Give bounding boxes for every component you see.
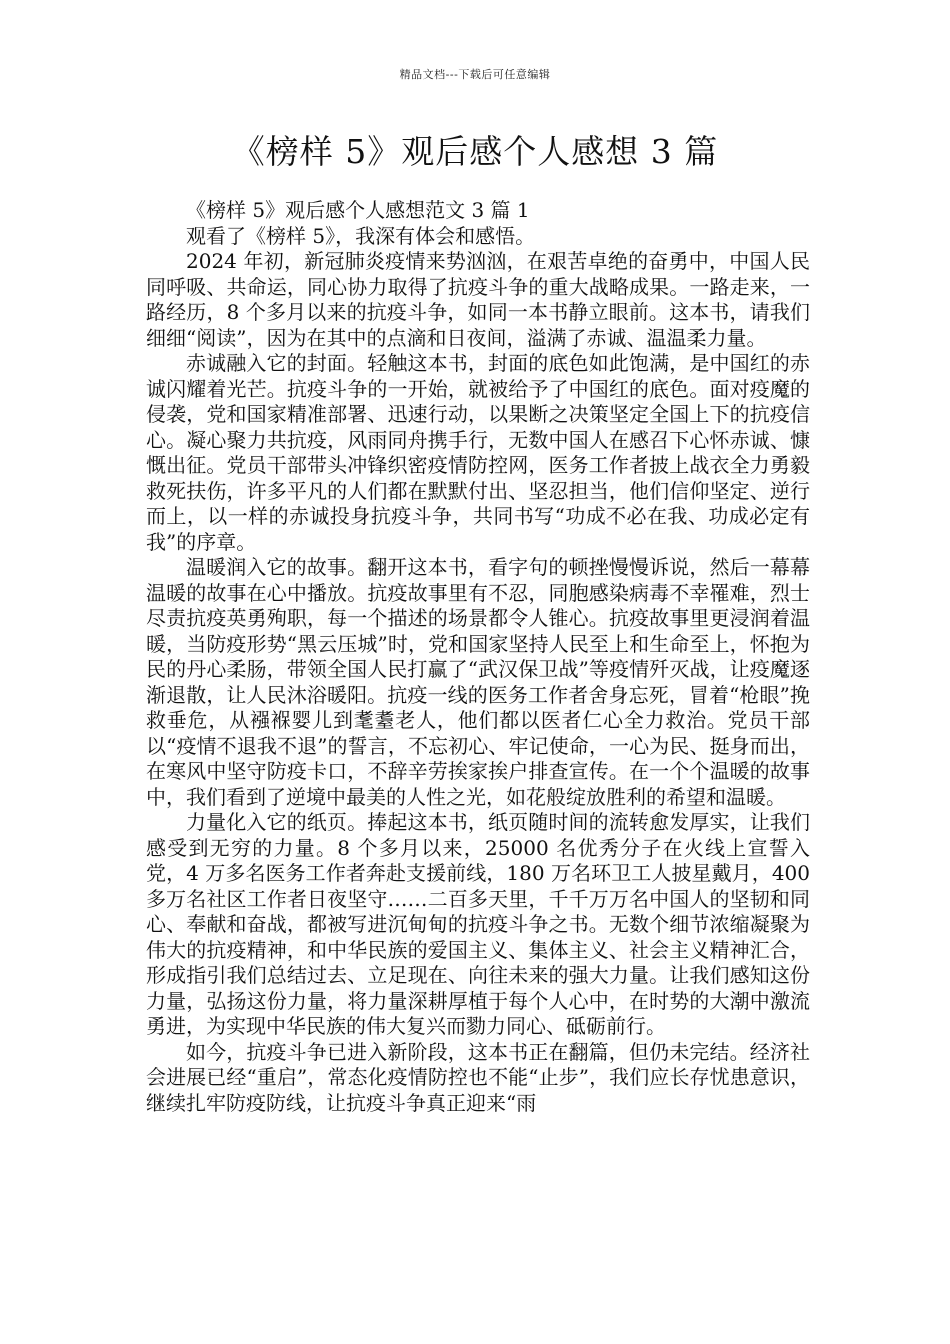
section-heading: 《榜样 5》观后感个人感想范文 3 篇 1 bbox=[186, 198, 530, 222]
document-title: 《榜样 5》观后感个人感想 3 篇 bbox=[231, 132, 719, 171]
body-paragraph: 温暖润入它的故事。翻开这本书，看字句的顿挫慢慢诉说，然后一幕幕温暖的故事在心中播放。抗疫故事里有不忍，同胞感染病毒不幸罹难，烈士尽责抗疫英勇殉职，每一个描述的场景都令人锥心。抗疫故事里更浸润着温暖，当防疫形势“黑云压城”时，党和国家坚持人民至上和生命至上，怀抱为民的丹心柔肠，带领全国人民打赢了“武汉保卫战”等疫情歼灭战，让疫魔逐渐退散，让人民沐浴暖阳。抗疫一线的医务工作者舍身忘死，冒着“枪眼”挽救垂危，从襁褓婴儿到耄耋老人，他们都以医者仁心全力救治。党员干部以“疫情不退我不退”的誓言，不忘初心、牢记使命，一心为民、挺身而出，在寒风中坚守防疫卡口，不辞辛劳挨家挨户排查宣传。在一个个温暖的故事中，我们看到了逆境中最美的人性之光，如花般绽放胜利的希望和温暖。 bbox=[146, 555, 810, 809]
body-paragraph: 赤诚融入它的封面。轻触这本书，封面的底色如此饱满，是中国红的赤诚闪耀着光芒。抗疫斗争的一开始，就被给予了中国红的底色。面对疫魔的侵袭，党和国家精准部署、迅速行动，以果断之决策坚定全国上下的抗疫信心。凝心聚力共抗疫，风雨同舟携手行，无数中国人在感召下心怀赤诚、慷慨出征。党员干部带头冲锋织密疫情防控网，医务工作者披上战衣全力勇毅救死扶伤，许多平凡的人们都在默默付出、坚忍担当，他们信仰坚定、逆行而上，以一样的赤诚投身抗疫斗争，共同书写“功成不必在我、功成必定有我”的序章。 bbox=[146, 351, 810, 554]
body-paragraph: 观看了《榜样 5》，我深有体会和感悟。 bbox=[186, 223, 536, 248]
header-note: 精品文档---下载后可任意编辑 bbox=[399, 68, 551, 81]
body-paragraph: 如今，抗疫斗争已进入新阶段，这本书正在翻篇，但仍未完结。经济社会进展已经“重启”，常态化疫情防控也不能“止步”，我们应长存忧患意识，继续扎牢防疫防线，让抗疫斗争真正迎来“雨 bbox=[146, 1039, 810, 1115]
document-body bbox=[146, 198, 810, 1116]
body-paragraph: 2024 年初，新冠肺炎疫情来势汹汹，在艰苦卓绝的奋勇中，中国人民同呼吸、共命运，同心协力取得了抗疫斗争的重大战略成果。一路走来，一路经历，8 个多月以来的抗疫斗争，如同一本书静立眼前。这本书，请我们细细“阅读”，因为在其中的点滴和日夜间，溢满了赤诚、温温柔力量。 bbox=[146, 249, 810, 350]
body-paragraph: 力量化入它的纸页。捧起这本书，纸页随时间的流转愈发厚实，让我们感受到无穷的力量。8 个多月以来，25000 名优秀分子在火线上宣誓入党，4 万多名医务工作者奔赴支援前线，180 万名环卫工人披星戴月，400 多万名社区工作者日夜坚守……二百多天里，千千万万名中国人的坚韧和同心、奉献和奋战，都被写进沉甸甸的抗疫斗争之书。无数个细节浓缩凝聚为伟大的抗疫精神，和中华民族的爱国主义、集体主义、社会主义精神汇合，形成指引我们总结过去、立足现在、向往未来的强大力量。让我们感知这份力量，弘扬这份力量，将力量深耕厚植于每个人心中，在时势的大潮中激流勇进，为实现中华民族的伟大复兴而勠力同心、砥砺前行。 bbox=[146, 810, 810, 1038]
